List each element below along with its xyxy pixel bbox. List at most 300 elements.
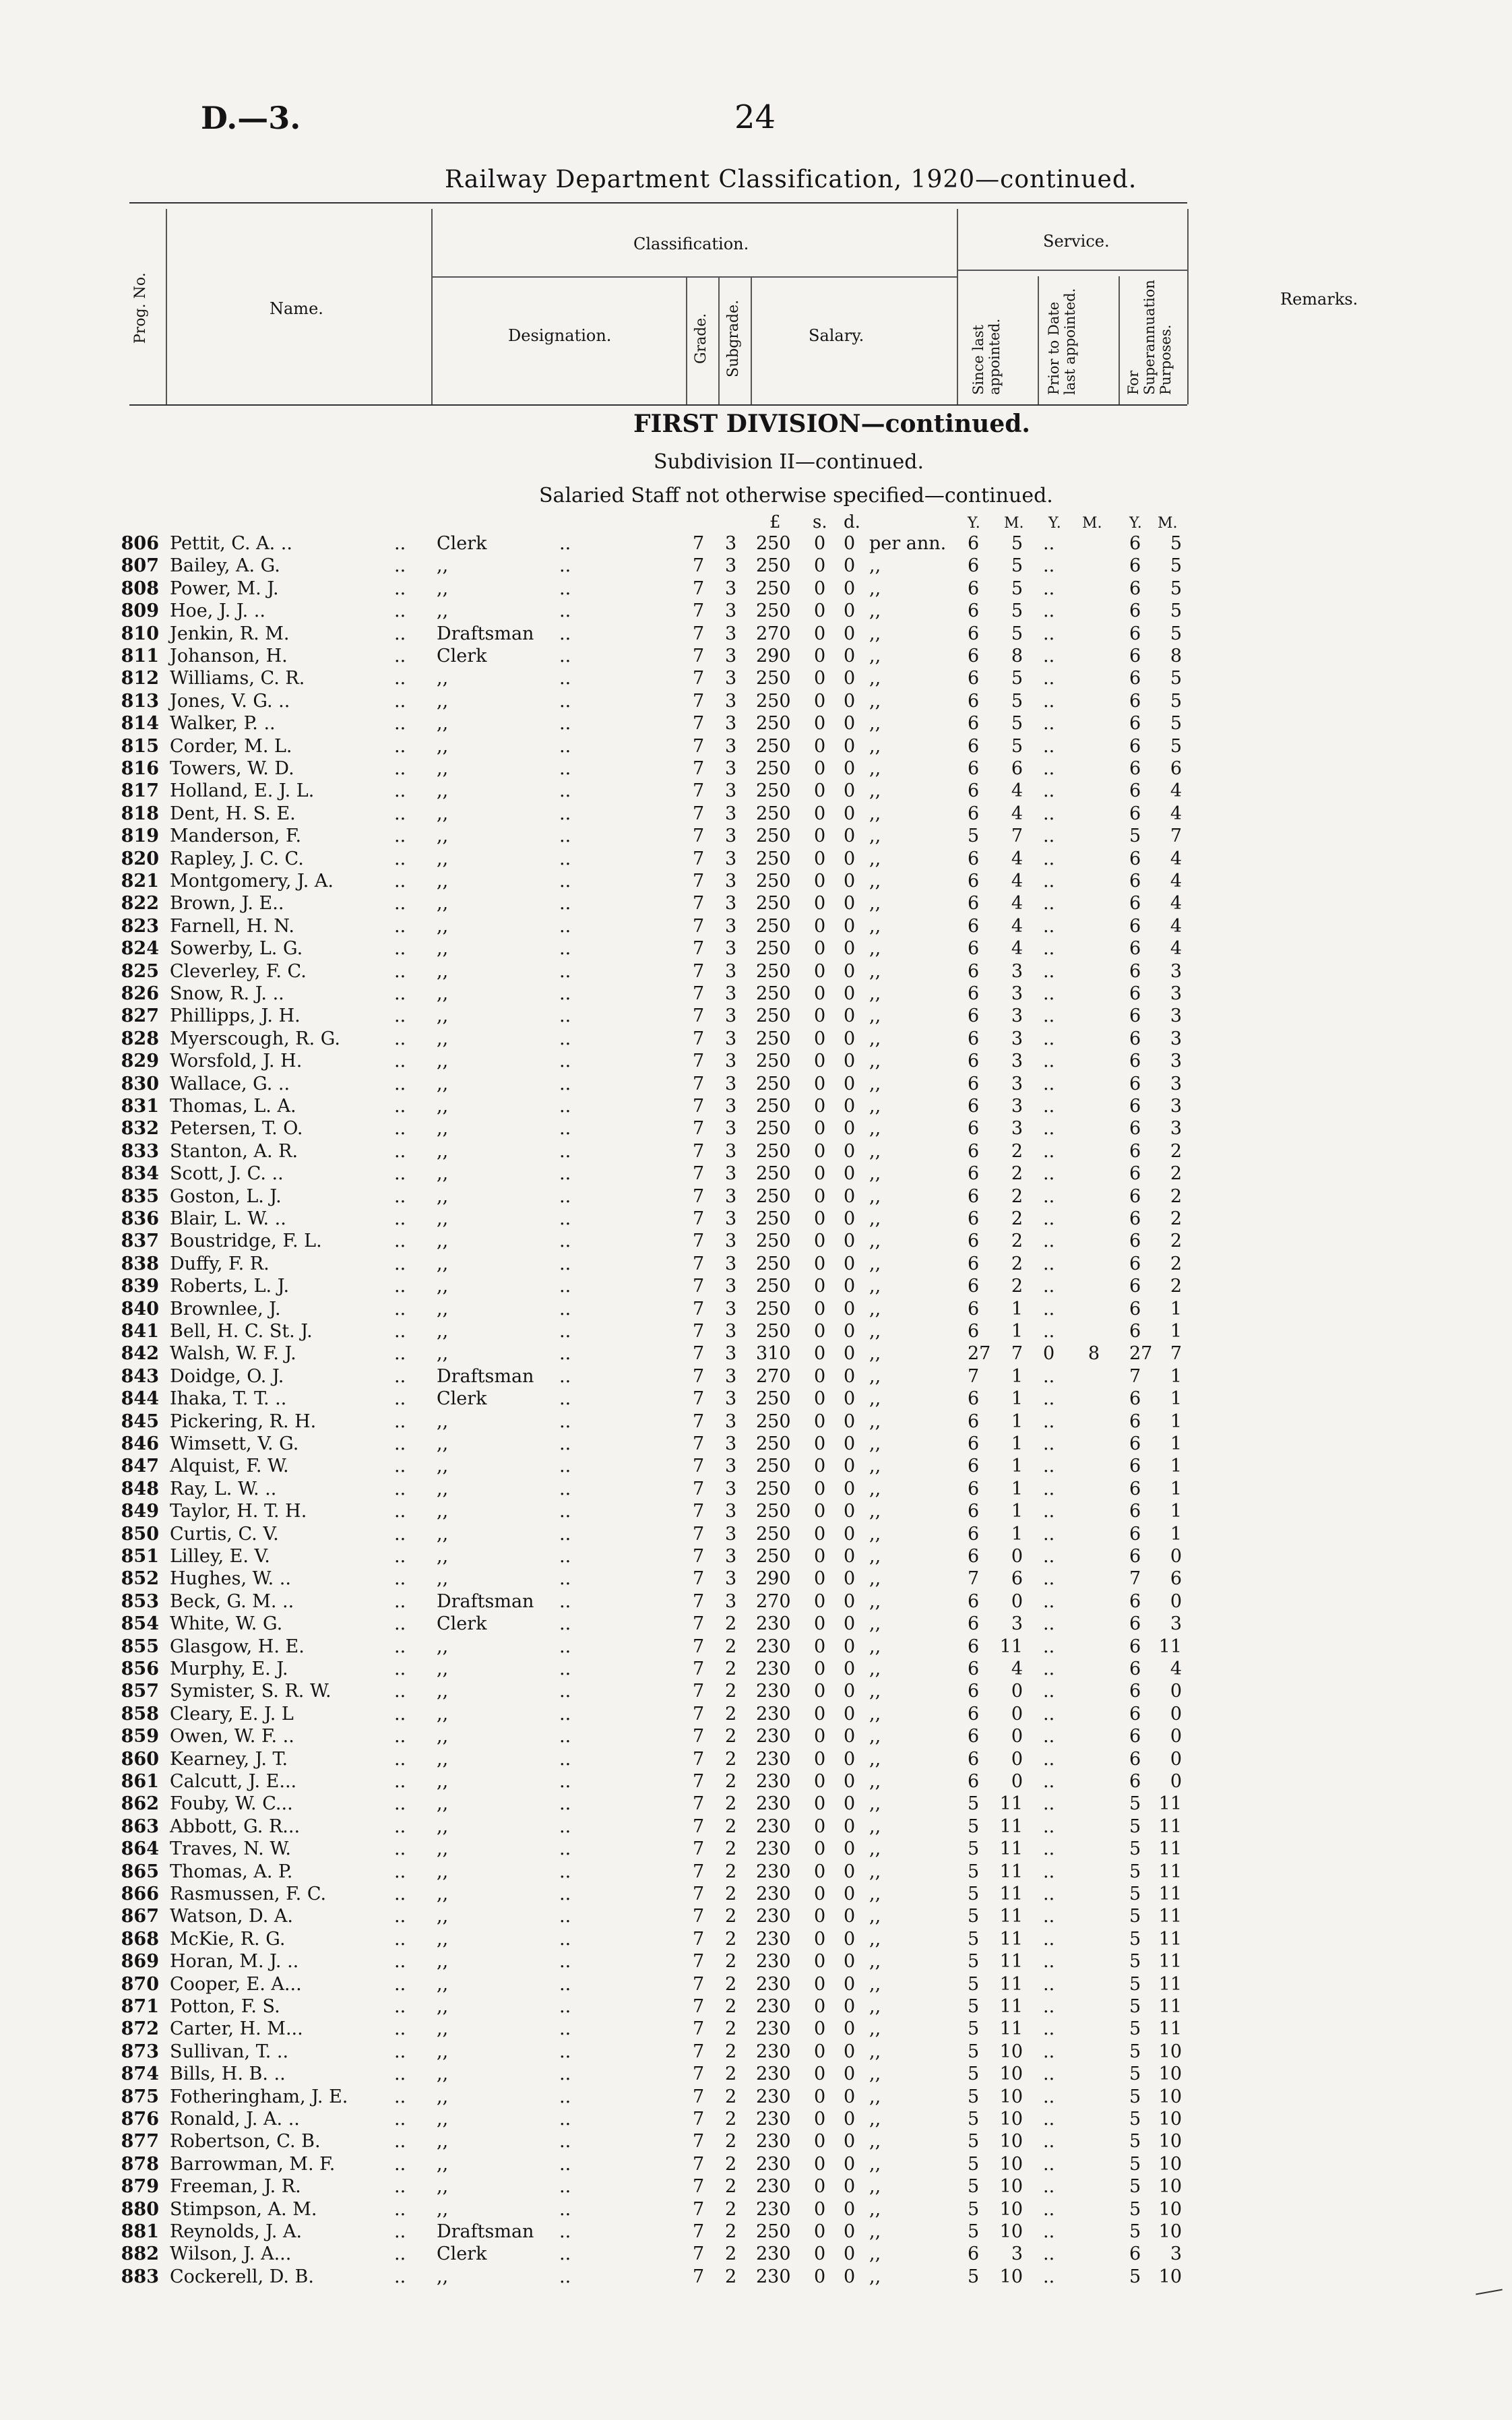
staff-heading: Salaried Staff not otherwise specified—continued. [539, 484, 1053, 507]
leader-dots: .. [559, 735, 571, 757]
staff-name: Traves, N. W. [170, 1838, 291, 1860]
since-months: 10 [999, 2041, 1023, 2062]
table-row [0, 2266, 1512, 2288]
since-years: 6 [968, 1051, 980, 1072]
staff-name: Holland, E. J. L. [170, 780, 315, 802]
prior-years: .. [1043, 1231, 1055, 1252]
super-years: 6 [1129, 1456, 1141, 1477]
prior-years: .. [1043, 826, 1055, 847]
salary-period: ,, [869, 1343, 881, 1365]
grade: 7 [693, 2018, 705, 2040]
months-label: M. [1158, 515, 1178, 532]
staff-name: Murphy, E. J. [170, 1658, 288, 1679]
leader-dots: .. [559, 2018, 571, 2040]
since-months: 5 [1011, 735, 1023, 757]
super-years: 6 [1129, 646, 1141, 666]
prior-years: .. [1043, 2086, 1055, 2107]
col-since-last: Since last appointed. [970, 318, 1003, 395]
salary-pounds: 250 [756, 893, 791, 914]
designation: ,, [437, 1928, 449, 1950]
salary-pounds: 250 [756, 758, 791, 779]
staff-name: Stimpson, A. M. [170, 2198, 317, 2220]
since-years: 6 [968, 1771, 980, 1792]
years-label: Y. [968, 515, 980, 532]
leader-dots: .. [559, 690, 571, 712]
grade: 7 [693, 2064, 705, 2085]
designation: ,, [437, 2266, 449, 2287]
subgrade: 2 [725, 1884, 737, 1904]
leader-dots: .. [394, 2243, 406, 2265]
super-months: 1 [1170, 1433, 1182, 1454]
since-years: 6 [968, 668, 980, 689]
since-years: 5 [968, 1884, 980, 1904]
prog-no: 822 [121, 893, 159, 914]
leader-dots: .. [394, 1231, 406, 1252]
salary-pounds: 250 [756, 780, 791, 802]
subgrade: 2 [725, 1613, 737, 1635]
leader-dots: .. [559, 1748, 571, 1770]
salary-shillings: 0 [814, 1748, 826, 1770]
leader-dots: .. [559, 1388, 571, 1410]
grade: 7 [693, 758, 705, 779]
subgrade: 3 [725, 1388, 737, 1410]
salary-period: ,, [869, 848, 881, 869]
salary-shillings: 0 [814, 848, 826, 869]
table-row [0, 1365, 1512, 1388]
leader-dots: .. [559, 1681, 571, 1702]
prior-years: 0 [1043, 1343, 1055, 1365]
prog-no: 879 [121, 2176, 159, 2198]
prior-years: .. [1043, 1073, 1055, 1094]
staff-name: Boustridge, F. L. [170, 1231, 322, 1252]
salary-pence: 0 [844, 893, 856, 914]
since-years: 6 [968, 735, 980, 757]
since-years: 6 [968, 848, 980, 869]
salary-pence: 0 [844, 713, 856, 735]
subgrade: 3 [725, 623, 737, 644]
since-months: 5 [1011, 555, 1023, 577]
since-years: 6 [968, 1478, 980, 1499]
salary-shillings: 0 [814, 2041, 826, 2062]
salary-pounds: 230 [756, 2086, 791, 2107]
since-months: 3 [1011, 2243, 1023, 2265]
table-row [0, 1748, 1512, 1770]
leader-dots: .. [394, 623, 406, 644]
salary-pence: 0 [844, 578, 856, 599]
salary-pounds: 230 [756, 2198, 791, 2220]
since-years: 6 [968, 893, 980, 914]
super-years: 6 [1129, 578, 1141, 599]
salary-shillings: 0 [814, 803, 826, 824]
super-months: 2 [1170, 1231, 1182, 1252]
salary-pence: 0 [844, 1096, 856, 1117]
designation: ,, [437, 1523, 449, 1545]
leader-dots: .. [559, 848, 571, 869]
salary-shillings: 0 [814, 2198, 826, 2220]
leader-dots: .. [394, 2266, 406, 2287]
salary-pounds: 250 [756, 1253, 791, 1274]
salary-shillings: 0 [814, 1816, 826, 1837]
designation: ,, [437, 1276, 449, 1297]
super-months: 6 [1170, 758, 1182, 779]
designation: ,, [437, 1861, 449, 1882]
col-superannuation: For Superannuation Purposes. [1125, 280, 1174, 395]
subgrade: 3 [725, 1568, 737, 1590]
super-years: 6 [1129, 1208, 1141, 1229]
salary-pence: 0 [844, 1343, 856, 1365]
grade: 7 [693, 1703, 705, 1725]
salary-shillings: 0 [814, 1478, 826, 1499]
super-years: 6 [1129, 1703, 1141, 1725]
prog-no: 841 [121, 1321, 159, 1342]
header-bottom-rule [129, 404, 1187, 406]
salary-period: ,, [869, 1005, 881, 1027]
super-years: 27 [1129, 1343, 1153, 1365]
prog-no: 862 [121, 1793, 159, 1815]
designation: Clerk [437, 533, 487, 554]
subgrade: 2 [725, 1816, 737, 1837]
subgrade: 2 [725, 2086, 737, 2107]
since-months: 4 [1011, 871, 1023, 892]
super-years: 5 [1129, 2266, 1141, 2287]
staff-name: Hughes, W. .. [170, 1568, 291, 1590]
super-months: 1 [1170, 1456, 1182, 1477]
table-row [0, 1950, 1512, 1973]
table-row [0, 1478, 1512, 1500]
grade: 7 [693, 1748, 705, 1770]
subgrade: 3 [725, 938, 737, 960]
subgrade: 3 [725, 690, 737, 712]
salary-pounds: 250 [756, 1140, 791, 1162]
salary-period: ,, [869, 2041, 881, 2062]
designation: Clerk [437, 1613, 487, 1635]
table-row [0, 2108, 1512, 2130]
prior-years: .. [1043, 915, 1055, 937]
since-months: 7 [1011, 826, 1023, 847]
designation: ,, [437, 735, 449, 757]
table-row [0, 667, 1512, 689]
prog-no: 820 [121, 848, 159, 869]
salary-pounds: 230 [756, 1613, 791, 1635]
salary-period: ,, [869, 1681, 881, 1702]
prog-no: 825 [121, 960, 159, 982]
salary-pence: 0 [844, 871, 856, 892]
salary-pence: 0 [844, 2266, 856, 2287]
designation: ,, [437, 1253, 449, 1274]
staff-name: Worsfold, J. H. [170, 1051, 303, 1072]
leader-dots: .. [559, 1636, 571, 1657]
since-years: 5 [968, 1973, 980, 1995]
salary-pounds: 250 [756, 713, 791, 735]
grade: 7 [693, 1096, 705, 1117]
grade: 7 [693, 1343, 705, 1365]
prior-years: .. [1043, 1478, 1055, 1499]
table-row [0, 983, 1512, 1005]
since-years: 5 [968, 1928, 980, 1950]
divider [1187, 209, 1189, 404]
prog-no: 823 [121, 915, 159, 937]
since-years: 6 [968, 1433, 980, 1454]
grade: 7 [693, 938, 705, 960]
salary-period: ,, [869, 1748, 881, 1770]
prior-years: .. [1043, 1748, 1055, 1770]
salary-shillings: 0 [814, 1658, 826, 1679]
salary-pence: 0 [844, 2018, 856, 2040]
table-row [0, 2086, 1512, 2108]
super-years: 6 [1129, 1185, 1141, 1207]
super-months: 2 [1170, 1185, 1182, 1207]
leader-dots: .. [559, 1501, 571, 1522]
table-row [0, 712, 1512, 735]
staff-name: Stanton, A. R. [170, 1140, 298, 1162]
salary-period: ,, [869, 1185, 881, 1207]
grade: 7 [693, 2153, 705, 2175]
subgrade: 2 [725, 2243, 737, 2265]
salary-pounds: 250 [756, 1005, 791, 1027]
grade: 7 [693, 1456, 705, 1477]
leader-dots: .. [394, 1590, 406, 1612]
salary-pence: 0 [844, 1658, 856, 1679]
salary-shillings: 0 [814, 893, 826, 914]
subgrade: 3 [725, 893, 737, 914]
grade: 7 [693, 2176, 705, 2198]
salary-period: ,, [869, 2198, 881, 2220]
salary-pence: 0 [844, 1501, 856, 1522]
salary-shillings: 0 [814, 1884, 826, 1904]
since-years: 6 [968, 871, 980, 892]
leader-dots: .. [559, 1838, 571, 1860]
salary-pence: 0 [844, 1703, 856, 1725]
since-years: 5 [968, 2153, 980, 2175]
staff-name: Kearney, J. T. [170, 1748, 288, 1770]
salary-period: ,, [869, 1096, 881, 1117]
super-years: 5 [1129, 2086, 1141, 2107]
since-years: 6 [968, 1410, 980, 1432]
prog-no: 865 [121, 1861, 159, 1882]
salary-pence: 0 [844, 1163, 856, 1185]
prior-years: .. [1043, 2064, 1055, 2085]
prior-years: .. [1043, 2266, 1055, 2287]
super-years: 5 [1129, 2176, 1141, 2198]
salary-period: per ann. [869, 533, 947, 554]
since-years: 5 [968, 2018, 980, 2040]
salary-pence: 0 [844, 1636, 856, 1657]
super-months: 7 [1170, 826, 1182, 847]
grade: 7 [693, 1185, 705, 1207]
prog-no: 845 [121, 1410, 159, 1432]
salary-pence: 0 [844, 2221, 856, 2242]
leader-dots: .. [394, 938, 406, 960]
subgrade: 3 [725, 646, 737, 666]
leader-dots: .. [394, 1096, 406, 1117]
grade: 7 [693, 1771, 705, 1792]
super-months: 4 [1170, 915, 1182, 937]
salary-pounds: 230 [756, 1838, 791, 1860]
salary-pounds: 230 [756, 1748, 791, 1770]
designation: ,, [437, 1884, 449, 1904]
prog-no: 839 [121, 1276, 159, 1297]
salary-shillings: 0 [814, 1276, 826, 1297]
staff-name: Horan, M. J. .. [170, 1951, 299, 1973]
designation: ,, [437, 893, 449, 914]
designation: ,, [437, 960, 449, 982]
salary-pounds: 250 [756, 848, 791, 869]
salary-pence: 0 [844, 623, 856, 644]
leader-dots: .. [394, 2064, 406, 2085]
col-classification: Classification. [633, 235, 749, 253]
salary-pence: 0 [844, 780, 856, 802]
subgrade: 2 [725, 2018, 737, 2040]
super-years: 5 [1129, 1861, 1141, 1882]
salary-pounds: 290 [756, 646, 791, 666]
leader-dots: .. [559, 1884, 571, 1904]
staff-name: Sullivan, T. .. [170, 2041, 289, 2062]
table-row [0, 1275, 1512, 1297]
super-months: 5 [1170, 623, 1182, 644]
table-row [0, 600, 1512, 622]
leader-dots: .. [559, 2153, 571, 2175]
leader-dots: .. [559, 1231, 571, 1252]
salary-pence: 0 [844, 1771, 856, 1792]
table-row [0, 1590, 1512, 1613]
prog-no: 808 [121, 578, 159, 599]
division-heading: FIRST DIVISION—continued. [633, 410, 1030, 438]
super-years: 6 [1129, 623, 1141, 644]
table-row [0, 2175, 1512, 2198]
subgrade: 3 [725, 1163, 737, 1185]
grade: 7 [693, 1073, 705, 1094]
super-years: 6 [1129, 1140, 1141, 1162]
salary-pounds: 230 [756, 1771, 791, 1792]
col-name: Name. [270, 299, 323, 318]
staff-name: Goston, L. J. [170, 1185, 282, 1207]
salary-pence: 0 [844, 1028, 856, 1049]
super-years: 6 [1129, 1163, 1141, 1185]
prog-no: 875 [121, 2086, 159, 2107]
since-months: 2 [1011, 1276, 1023, 1297]
table-row [0, 1995, 1512, 2018]
salary-pence: 0 [844, 1298, 856, 1320]
since-years: 6 [968, 555, 980, 577]
grade: 7 [693, 1658, 705, 1679]
table-row [0, 1568, 1512, 1590]
leader-dots: .. [394, 1501, 406, 1522]
prog-no: 872 [121, 2018, 159, 2040]
subgrade: 3 [725, 915, 737, 937]
table-row [0, 870, 1512, 892]
table-row [0, 937, 1512, 960]
since-months: 2 [1011, 1253, 1023, 1274]
since-months: 10 [999, 2176, 1023, 2198]
subgrade: 2 [725, 2041, 737, 2062]
leader-dots: .. [394, 1748, 406, 1770]
grade: 7 [693, 1478, 705, 1499]
salary-period: ,, [869, 1028, 881, 1049]
grade: 7 [693, 1568, 705, 1590]
grade: 7 [693, 848, 705, 869]
col-prior: Prior to Date last appointed. [1046, 288, 1078, 395]
super-years: 6 [1129, 1231, 1141, 1252]
leader-dots: .. [394, 1185, 406, 1207]
salary-period: ,, [869, 1073, 881, 1094]
staff-name: Owen, W. F. .. [170, 1726, 294, 1747]
since-months: 10 [999, 2086, 1023, 2107]
prior-years: .. [1043, 1861, 1055, 1882]
grade: 7 [693, 690, 705, 712]
grade: 7 [693, 1231, 705, 1252]
prior-years: .. [1043, 1185, 1055, 1207]
staff-name: Bills, H. B. .. [170, 2064, 286, 2085]
super-months: 5 [1170, 735, 1182, 757]
salary-period: ,, [869, 2243, 881, 2265]
salary-period: ,, [869, 1478, 881, 1499]
staff-name: Jenkin, R. M. [170, 623, 290, 644]
staff-name: Alquist, F. W. [170, 1456, 289, 1477]
table-row [0, 1073, 1512, 1095]
salary-period: ,, [869, 578, 881, 599]
table-row [0, 1613, 1512, 1635]
since-years: 6 [968, 1276, 980, 1297]
salary-pounds: 230 [756, 1793, 791, 1815]
prior-years: .. [1043, 690, 1055, 712]
subgrade: 3 [725, 1051, 737, 1072]
staff-name: Ray, L. W. .. [170, 1478, 277, 1499]
table-row [0, 1208, 1512, 1230]
leader-dots: .. [559, 1343, 571, 1365]
super-months: 3 [1170, 1028, 1182, 1049]
prog-no: 829 [121, 1051, 159, 1072]
super-years: 6 [1129, 1276, 1141, 1297]
super-months: 10 [1158, 2176, 1182, 2198]
salary-shillings: 0 [814, 2266, 826, 2287]
salary-period: ,, [869, 668, 881, 689]
since-years: 5 [968, 1906, 980, 1927]
staff-name: Fouby, W. C... [170, 1793, 293, 1815]
prior-years: .. [1043, 646, 1055, 666]
super-months: 2 [1170, 1253, 1182, 1274]
super-years: 6 [1129, 915, 1141, 937]
super-months: 3 [1170, 983, 1182, 1004]
salary-period: ,, [869, 1410, 881, 1432]
subgrade: 3 [725, 1253, 737, 1274]
leader-dots: .. [394, 983, 406, 1004]
since-months: 1 [1011, 1321, 1023, 1342]
super-months: 11 [1158, 1884, 1182, 1904]
since-months: 6 [1011, 758, 1023, 779]
super-years: 7 [1129, 1568, 1141, 1590]
since-months: 0 [1011, 1726, 1023, 1747]
grade: 7 [693, 1793, 705, 1815]
leader-dots: .. [559, 1253, 571, 1274]
since-years: 6 [968, 1501, 980, 1522]
salary-pence: 0 [844, 1185, 856, 1207]
prog-no: 851 [121, 1546, 159, 1567]
table-row [0, 1095, 1512, 1117]
super-years: 6 [1129, 555, 1141, 577]
designation: ,, [437, 1456, 449, 1477]
staff-name: Cleary, E. J. L [170, 1703, 294, 1725]
super-months: 4 [1170, 1658, 1182, 1679]
designation: Draftsman [437, 2221, 534, 2242]
super-years: 6 [1129, 983, 1141, 1004]
prog-no: 837 [121, 1231, 159, 1252]
super-years: 6 [1129, 1590, 1141, 1612]
prog-no: 856 [121, 1658, 159, 1679]
salary-period: ,, [869, 555, 881, 577]
since-years: 6 [968, 1321, 980, 1342]
prog-no: 873 [121, 2041, 159, 2062]
staff-name: Jones, V. G. .. [170, 690, 290, 712]
